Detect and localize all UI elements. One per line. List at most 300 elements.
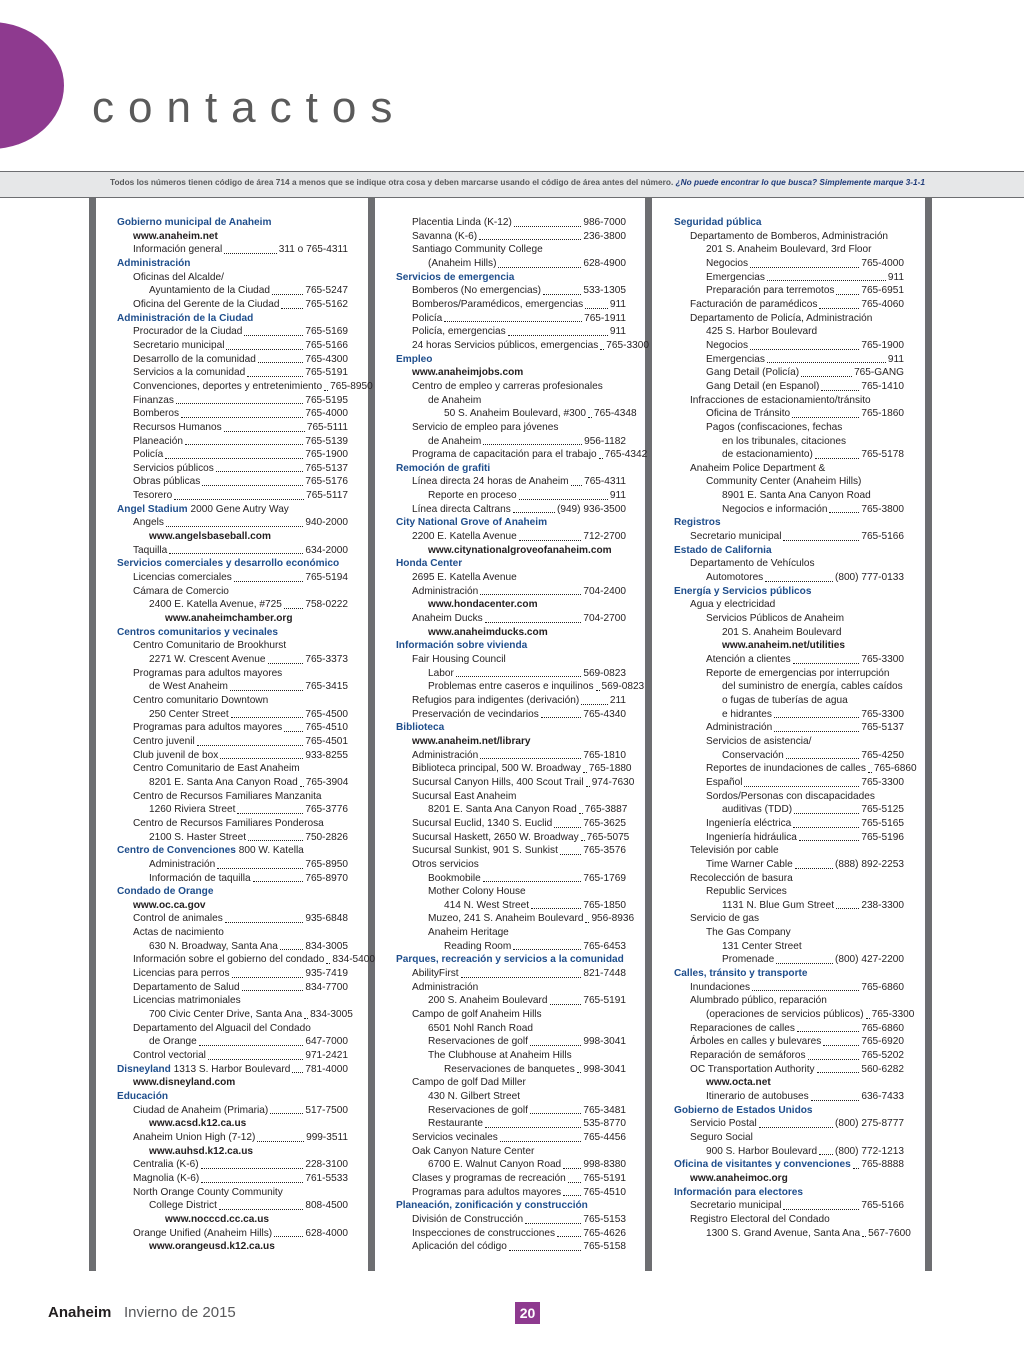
dot-leader — [519, 530, 582, 541]
dot-leader — [165, 448, 303, 459]
entry-name: Finanzas — [133, 394, 174, 406]
phone-number: 911 — [887, 353, 904, 365]
phone-number: 765-5117 — [306, 490, 348, 502]
entry-name: www.auhsd.k12.ca.us — [149, 1145, 253, 1157]
phone-number: 517-7500 — [305, 1104, 348, 1116]
dot-leader — [786, 749, 860, 760]
phone-number: 704-2700 — [583, 613, 626, 625]
entry-name: Servicios de asistencia/ — [706, 735, 812, 747]
dot-leader — [583, 762, 587, 773]
entry-name: Policía, emergencias — [412, 326, 506, 338]
dot-leader — [270, 1104, 303, 1115]
phone-number: 765-5191 — [583, 1172, 626, 1184]
directory-entry — [674, 530, 904, 544]
directory-entry — [396, 1240, 626, 1254]
phone-number: 998-8380 — [583, 1159, 626, 1171]
entry-name: Automotores — [706, 572, 764, 584]
entry-name: Remoción de grafiti — [396, 462, 491, 474]
dot-leader — [767, 271, 886, 282]
section-heading — [396, 462, 626, 476]
phone-number: 765-5202 — [861, 1050, 904, 1062]
website-entry — [117, 1117, 348, 1131]
entry-name: 630 N. Broadway, Santa Ana — [149, 940, 278, 952]
entry-name: Refugios para indigentes (derivación) — [412, 694, 580, 706]
entry-name: Programas para adultos mayores — [412, 1186, 562, 1198]
entry-name: Departamento de Policía, Administración — [690, 312, 873, 324]
phone-number: 765-1810 — [583, 749, 626, 761]
directory-entry — [117, 994, 348, 1008]
entry-name: www.anaheim.net — [133, 230, 218, 242]
dot-leader — [231, 708, 304, 719]
entry-name: Recolección de basura — [690, 872, 793, 884]
entry-name: Información sobre el gobierno del condado — [133, 954, 325, 966]
dot-leader — [776, 953, 833, 964]
dot-leader — [480, 749, 581, 760]
entry-name: Español — [706, 776, 743, 788]
phone-number: 765-4510 — [305, 722, 348, 734]
entry-name: Pagos (confiscaciones, fechas — [706, 421, 843, 433]
phone-number: 974-7630 — [591, 776, 635, 788]
directory-entry — [117, 680, 348, 694]
phone-number: 636-7433 — [861, 1091, 904, 1102]
entry-name: 201 S. Anaheim Boulevard — [722, 626, 842, 638]
dot-leader — [226, 339, 303, 350]
directory-entry — [117, 912, 348, 926]
entry-name: Sucursal East Anaheim — [412, 790, 517, 802]
entry-name: Servicios públicos — [133, 462, 214, 474]
directory-entry — [396, 899, 626, 913]
dot-leader — [525, 1213, 581, 1224]
directory-entry — [674, 831, 904, 845]
directory-entry — [674, 680, 904, 694]
dot-leader — [281, 298, 303, 309]
website-entry — [117, 612, 348, 626]
directory-entry — [674, 626, 904, 640]
directory-entry — [117, 516, 348, 530]
dot-leader — [280, 940, 303, 951]
entry-name: 1260 Riviera Street — [149, 804, 236, 816]
directory-entry — [396, 298, 626, 312]
phone-number: 560-6282 — [861, 1063, 904, 1075]
directory-entry — [396, 230, 626, 244]
website-entry — [674, 1076, 904, 1090]
directory-column-2 — [396, 216, 649, 1254]
section-heading — [117, 1063, 348, 1077]
entry-name: Sucursal Euclid, 1340 S. Euclid — [412, 817, 553, 829]
dot-leader — [208, 1049, 303, 1060]
directory-entry — [117, 1104, 348, 1118]
directory-entry — [396, 312, 626, 326]
dot-leader — [485, 612, 582, 623]
directory-entry — [117, 271, 348, 285]
column-rule-3 — [645, 198, 652, 1271]
directory-entry — [674, 394, 904, 408]
entry-name: Programas para adultos mayores — [133, 722, 283, 734]
phone-number: 567-7600 — [868, 1227, 911, 1239]
dot-leader — [444, 312, 582, 323]
entry-name: Licencias matrimoniales — [133, 995, 241, 1007]
entry-name: 8901 E. Santa Ana Canyon Road — [722, 490, 871, 502]
directory-entry — [117, 475, 348, 489]
directory-entry — [674, 749, 904, 763]
phone-number: 765-4510 — [583, 1186, 626, 1198]
phone-number: 765-4340 — [583, 708, 626, 720]
dot-leader — [586, 776, 590, 787]
website-entry — [117, 230, 348, 244]
directory-entry — [674, 1131, 904, 1145]
directory-entry — [117, 407, 348, 421]
notice-main: Todos los números tienen código de área 714 a menos que se indique otra cosa y deben marcarse usando el código de área antes del número. — [110, 177, 674, 187]
dot-leader — [750, 339, 859, 350]
entry-name: Centro de Recursos Familiares Manzanita — [133, 790, 322, 802]
directory-entry — [396, 844, 626, 858]
phone-number: 765-5153 — [583, 1213, 626, 1225]
section-heading — [674, 544, 904, 558]
section-heading — [117, 557, 348, 571]
phone-number: 765-5137 — [305, 462, 348, 474]
entry-name: Condado de Orange — [117, 886, 214, 898]
entry-name: www.anaheimjobs.com — [412, 367, 524, 379]
entry-name: Gobierno de Estados Unidos — [674, 1104, 813, 1116]
entry-name: www.anaheim.net/utilities — [722, 640, 846, 652]
phone-number: 765-5075 — [586, 831, 630, 843]
dot-leader — [300, 776, 304, 787]
dot-leader — [483, 435, 582, 446]
entry-name: Oficina de visitantes y convenciones — [674, 1159, 851, 1171]
phone-number: 834-3005 — [305, 940, 348, 952]
dot-leader — [216, 462, 304, 473]
directory-entry — [674, 817, 904, 831]
phone-number: 765-1769 — [583, 872, 626, 884]
phone-number: 765-3887 — [584, 804, 628, 816]
directory-entry — [396, 1186, 626, 1200]
phone-number: 704-2400 — [583, 585, 626, 597]
directory-entry — [674, 708, 904, 722]
entry-name: Ingeniería hidráulica — [706, 831, 797, 843]
entry-name: Clases y programas de recreación — [412, 1172, 566, 1184]
directory-entry — [674, 353, 904, 367]
entry-name: Información de taquilla — [149, 872, 251, 884]
entry-name: Atención a clientes — [706, 654, 791, 665]
entry-name: Gang Detail (Policía) — [706, 367, 800, 379]
directory-entry — [396, 967, 626, 981]
entry-name: Bomberos (No emergencias) — [412, 285, 542, 297]
directory-entry — [674, 312, 904, 326]
phone-number: 998-3041 — [583, 1036, 626, 1048]
entry-name: www.disneyland.com — [133, 1077, 236, 1089]
entry-name: Energía y Servicios públicos — [674, 585, 812, 597]
dot-leader — [868, 762, 872, 773]
directory-entry — [674, 612, 904, 626]
dot-leader — [793, 653, 860, 664]
phone-number: 998-3041 — [583, 1063, 626, 1075]
dot-leader — [244, 325, 303, 336]
entry-name: Bomberos — [133, 408, 180, 420]
phone-number: 765-5191 — [583, 995, 626, 1007]
directory-entry — [117, 639, 348, 653]
phone-number: 911 — [609, 490, 626, 502]
directory-entry — [674, 571, 904, 585]
entry-name: Republic Services — [706, 886, 787, 898]
dot-leader — [479, 230, 581, 241]
directory-entry — [117, 325, 348, 339]
dot-leader — [811, 1090, 860, 1101]
phone-number: 821-7448 — [583, 968, 626, 980]
entry-name: Programa de capacitación para el trabajo — [412, 449, 597, 461]
entry-name: Calles, tránsito y transporte — [674, 968, 808, 980]
directory-entry — [396, 776, 635, 790]
directory-entry — [674, 721, 904, 735]
entry-name: Savanna (K-6) — [412, 230, 478, 242]
phone-number: 765-5158 — [583, 1241, 626, 1253]
directory-entry — [117, 1049, 348, 1063]
section-heading — [674, 967, 904, 981]
dot-leader — [480, 585, 581, 596]
notice-help: ¿No puede encontrar lo que busca? Simplemente marque 3-1-1 — [675, 177, 926, 187]
directory-entry — [396, 1158, 626, 1172]
directory-entry — [396, 284, 626, 298]
directory-entry — [674, 1035, 904, 1049]
entry-name: Estado de California — [674, 544, 772, 556]
entry-name: Infracciones de estacionamiento/tránsito — [690, 394, 871, 406]
phone-number: 765-1900 — [305, 449, 348, 461]
phone-number: 765-5111 — [306, 421, 348, 433]
entry-name: Labor — [428, 667, 454, 679]
dot-leader — [808, 1049, 860, 1060]
section-heading — [396, 639, 626, 653]
entry-name: Sordos/Personas con discapacidades — [706, 790, 875, 802]
notice-bar — [0, 171, 1024, 198]
entry-name: Gang Detail (en Espanol) — [706, 380, 820, 392]
directory-entry — [117, 721, 348, 735]
directory-entry — [674, 1049, 904, 1063]
entry-name: Educación — [117, 1091, 169, 1102]
phone-number: (800) 772-1213 — [834, 1145, 904, 1157]
directory-entry — [674, 339, 904, 353]
entry-name: Centro de empleo y carreras profesionales — [412, 380, 603, 392]
entry-name: Convenciones, deportes y entretenimiento — [133, 380, 323, 392]
directory-entry — [674, 325, 904, 339]
directory-entry — [674, 475, 904, 489]
directory-entry — [674, 557, 904, 571]
entry-name: Servicios Públicos de Anaheim — [706, 613, 845, 625]
phone-number: 808-4500 — [305, 1200, 348, 1212]
entry-name: Centro de Convenciones — [117, 845, 236, 857]
dot-leader — [752, 981, 859, 992]
phone-number: (888) 892-2253 — [834, 858, 904, 870]
directory-entry — [117, 749, 348, 763]
directory-entry — [117, 735, 348, 749]
dot-leader — [581, 831, 585, 842]
entry-name: www.oc.ca.gov — [133, 899, 206, 911]
directory-entry — [396, 1104, 626, 1118]
directory-entry — [674, 366, 904, 380]
section-heading — [117, 312, 348, 326]
directory-entry — [117, 694, 348, 708]
entry-name: Oak Canyon Nature Center — [412, 1145, 535, 1157]
phone-number: 765-5166 — [861, 531, 904, 543]
dot-leader — [585, 298, 608, 309]
entry-name: The Clubhouse at Anaheim Hills — [428, 1050, 572, 1062]
entry-name: Registro Electoral del Condado — [690, 1213, 830, 1225]
directory-entry — [674, 735, 904, 749]
directory-entry — [674, 230, 904, 244]
directory-entry — [674, 926, 904, 940]
entry-name: 2400 E. Katella Avenue, #725 — [149, 599, 282, 611]
directory-entry — [674, 953, 904, 967]
entry-name: Placentia Linda (K-12) — [412, 217, 512, 228]
entry-name: Planeación, zonificación y construcción — [396, 1200, 588, 1212]
dot-leader — [795, 858, 833, 869]
directory-entry — [396, 858, 626, 872]
phone-number: 628-4900 — [583, 257, 626, 269]
directory-entry — [396, 885, 626, 899]
entry-name: Negocios — [706, 339, 749, 351]
dot-leader — [169, 544, 303, 555]
dot-leader — [456, 667, 582, 678]
dot-leader — [181, 407, 303, 418]
dot-leader — [509, 1240, 581, 1251]
dot-leader — [292, 1063, 303, 1074]
directory-entry — [396, 912, 635, 926]
entry-name: Reservaciones de golf — [428, 1104, 528, 1116]
dot-leader — [166, 516, 303, 527]
dot-leader — [750, 257, 859, 268]
phone-number: 238-3300 — [861, 899, 904, 911]
phone-number: 765-6453 — [583, 940, 626, 952]
entry-name: Obras públicas — [133, 476, 201, 488]
phone-number: 911 — [887, 271, 904, 283]
entry-name: Servicios vecinales — [412, 1131, 498, 1143]
entry-name: Licencias comerciales — [133, 572, 232, 584]
entry-name: Angels — [133, 517, 164, 529]
phone-number: 765-8950 — [330, 380, 373, 392]
phone-number: 765-3625 — [583, 817, 626, 829]
website-entry — [117, 1213, 348, 1227]
directory-entry — [117, 1172, 348, 1186]
dot-leader — [596, 680, 600, 691]
entry-name: auditivas (TDD) — [722, 804, 793, 816]
directory-entry — [117, 667, 348, 681]
entry-name: Time Warner Cable — [706, 858, 793, 870]
directory-entry — [117, 926, 348, 940]
entry-name: www.hondacenter.com — [428, 599, 538, 611]
directory-entry — [396, 653, 626, 667]
entry-name: Departamento del Alguacil del Condado — [133, 1022, 311, 1034]
directory-column-3 — [674, 216, 917, 1240]
entry-name: Bookmobile — [428, 872, 481, 884]
entry-name: Planeación — [133, 435, 183, 447]
directory-entry — [674, 1145, 904, 1159]
phone-number: 765-3776 — [305, 804, 348, 816]
entry-name: Alumbrado público, reparación — [690, 995, 827, 1007]
directory-entry — [117, 1022, 348, 1036]
directory-entry — [396, 448, 648, 462]
entry-name: 700 Civic Center Drive, Santa Ana — [149, 1009, 303, 1021]
directory-entry — [117, 708, 348, 722]
directory-entry — [674, 1090, 904, 1104]
phone-number: 765-5165 — [861, 817, 904, 829]
entry-name: www.octa.net — [706, 1077, 771, 1089]
entry-name: Fair Housing Council — [412, 654, 506, 665]
entry-name: Administración — [706, 722, 773, 734]
entry-name: Inundaciones — [690, 981, 751, 993]
entry-name: Reporte en proceso — [428, 490, 517, 502]
phone-number: 765-4000 — [861, 257, 904, 269]
directory-entry — [117, 1131, 348, 1145]
directory-entry — [674, 844, 904, 858]
dot-leader — [759, 1117, 833, 1128]
entry-name: Oficinas del Alcalde/ — [133, 271, 224, 283]
directory-entry — [117, 940, 348, 954]
entry-name: Televisión por cable — [690, 845, 779, 857]
entry-name: del suministro de energía, cables caídos — [722, 681, 903, 693]
phone-number: 765-6860 — [861, 1022, 904, 1034]
entry-name: Sucursal Haskett, 2650 W. Broadway — [412, 831, 579, 843]
phone-number: 933-8255 — [305, 749, 348, 761]
dot-leader — [765, 571, 833, 582]
entry-name: en los tribunales, citaciones — [722, 435, 846, 447]
directory-entry — [117, 1186, 348, 1200]
dot-leader — [513, 940, 581, 951]
dot-leader — [767, 353, 886, 364]
entry-name: Ingeniería eléctrica — [706, 817, 792, 829]
dot-leader — [817, 1063, 860, 1074]
dot-leader — [500, 1131, 581, 1142]
dot-leader — [794, 803, 859, 814]
entry-name: Anaheim Police Department & — [690, 462, 826, 474]
website-entry — [396, 626, 626, 640]
entry-name: www.acsd.k12.ca.us — [149, 1118, 247, 1130]
entry-name: Administración — [117, 257, 191, 269]
dot-leader — [201, 1172, 303, 1183]
phone-number: 765-4456 — [583, 1131, 626, 1143]
entry-name: Anaheim Ducks — [412, 613, 483, 625]
phone-number: 765-1850 — [583, 899, 626, 911]
phone-number: 765-3300 — [871, 1009, 915, 1021]
entry-name: The Gas Company — [706, 927, 791, 939]
entry-name: Santiago Community College — [412, 244, 543, 256]
dot-leader — [560, 844, 581, 855]
directory-entry — [117, 831, 348, 845]
directory-entry — [117, 284, 348, 298]
entry-name: Departamento de Bomberos, Administración — [690, 230, 889, 242]
dot-leader — [217, 858, 303, 869]
phone-number: 765-4000 — [305, 408, 348, 420]
directory-entry — [396, 926, 626, 940]
directory-entry — [117, 571, 348, 585]
entry-name: 8201 E. Santa Ana Canyon Road — [149, 776, 298, 788]
dot-leader — [176, 394, 303, 405]
directory-entry — [396, 803, 626, 817]
directory-entry — [396, 749, 626, 763]
phone-number: 834-3005 — [310, 1009, 353, 1021]
dot-leader — [514, 216, 581, 227]
phone-number: 765-8970 — [305, 872, 348, 884]
directory-entry — [396, 762, 632, 776]
phone-number: 765-8950 — [305, 858, 348, 870]
dot-leader — [819, 1145, 833, 1156]
directory-entry — [396, 680, 645, 694]
directory-entry — [396, 489, 626, 503]
section-heading — [117, 844, 348, 858]
dot-leader — [247, 366, 303, 377]
phone-number: 765-5139 — [305, 435, 348, 447]
phone-number: 999-3511 — [306, 1131, 348, 1143]
entry-name: Conservación — [722, 749, 784, 761]
directory-entry — [396, 667, 626, 681]
entry-name: Anaheim Heritage — [428, 927, 509, 939]
